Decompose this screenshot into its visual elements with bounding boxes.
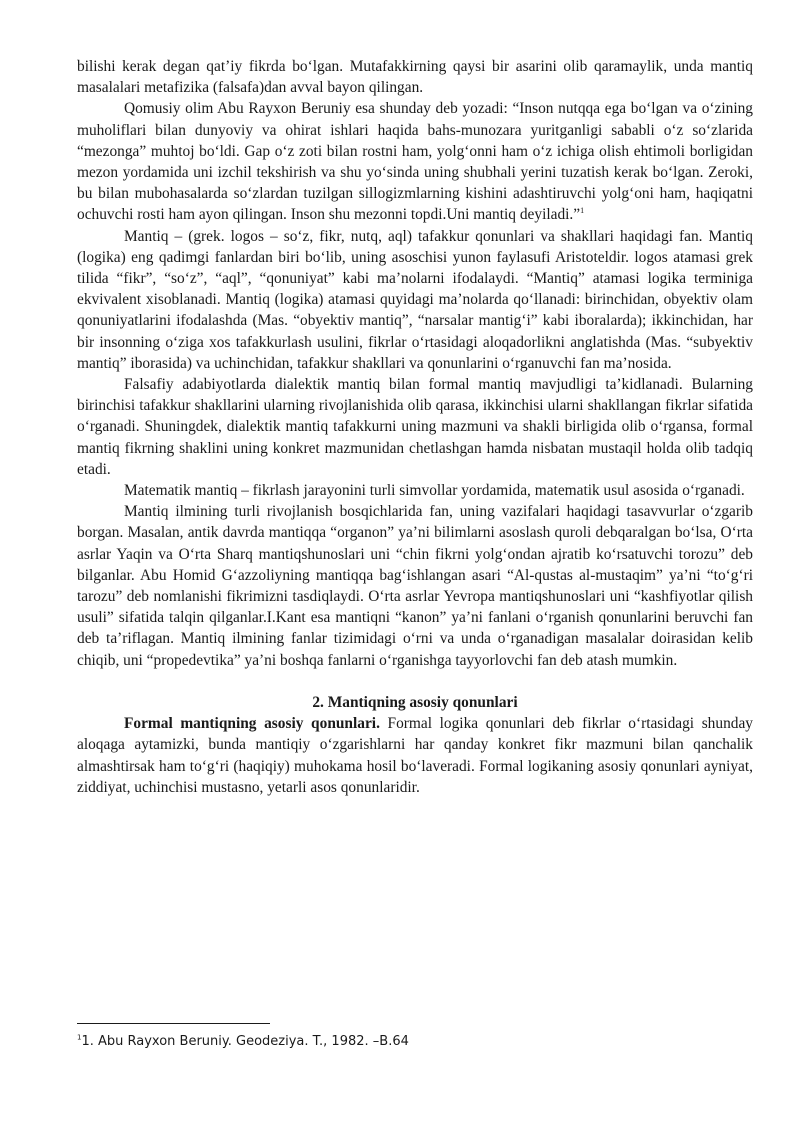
section-heading: 2. Mantiqning asosiy qonunlari: [312, 693, 518, 711]
paragraph: [77, 98, 753, 225]
paragraph: Mantiq ilmining turli rivojlanish bosqichlarida fan, uning vazifalari haqidagi tasavvurlar o‘zgarib borgan. Masalan, antik davrda mantiqqa “organon” ya’ni bilimlarni asoslash quroli debqaralgan bo‘lsa, O‘rta asrlar Yaqin va O‘rta Sharq mantiqshunoslari uni “chin fikrni yolg‘ondan ajratib ko‘rsatuvchi torozu” deb bilganlar. Abu Homid G‘azzoliyning mantiqqa bag‘ishlangan asari “Al-qustas al-mustaqim” ya’ni “to‘g‘ri tarozu” deb nomlanishi fikrimizni tasdiqlaydi. O‘rta asrlar Yevropa mantiqshunoslari uni “kashfiyotlar qilish usuli” sifatida talqin qilganlar.I.Kant esa mantiqni “kanon” ya’ni fanlani o‘rganish qonunlarini beruvchi fan deb ta’riflagan. Mantiq ilmining fanlar tizimidagi o‘rni va unda o‘rganadigan masalalar doirasidan kelib chiqib, uni “propedevtika” ya’ni boshqa fanlarni o‘rganishga tayyorlovchi fan deb atash mumkin.: [77, 503, 753, 669]
paragraph-text: Formal logika qonunlari deb fikrlar o‘rtasidagi shunday aloqaga aytamizki, bunda mantiqiy o‘zgarishlarni har qanday konkret fikr mazmuni bilan qanchalik almashtirsak ham to‘g‘ri (haqiqiy) muhokama hosil bo‘laveradi. Formal logikaning asosiy qonunlari ayniyat, ziddiyat, uchinchisi mustasno, yetarli asos qonunlaridir.: [77, 715, 753, 796]
footnote-reference[interactable]: 1: [580, 206, 585, 216]
paragraph: bilishi kerak degan qat’iy fikrda bo‘lgan. Mutafakkirning qaysi bir asarini olib qaramaylik, unda mantiq masalalari metafizika (falsafa)dan avval bayon qilingan.: [77, 58, 753, 97]
document-body: [77, 56, 753, 798]
paragraph: Mantiq – (grek. logos – so‘z, fikr, nutq, aql) tafakkur qonunlari va shakllari haqidagi fan. Mantiq (logika) eng qadimgi fanlardan biri bo‘lib, uning asoschisi yunon faylasufi Aristoteldir. logos atamasi grek tilida “fikr”, “so‘z”, “aql”, “qonuniyat” kabi ma’nolarni ifodalaydi. “Mantiq” atamasi logika terminiga ekvivalent xisoblanadi. Mantiq (logika) atamasi quyidagi ma’nolarda qo‘llanadi: birinchidan, obyektiv olam qonuniyatlarini ifodalashda (Mas. “obyektiv mantiq”, “narsalar mantig‘i” kabi iboralarda); ikkinchidan, har bir insonning o‘ziga xos tafakkurlash usulini, fikrlar o‘rtasidagi aloqadorlikni anglatishda (Mas. “subyektiv mantiq” iborasida) va uchinchidan, tafakkur shakllari va qonunlarini o‘rganuvchi fan ma’nosida.: [77, 227, 753, 372]
paragraph: [77, 713, 753, 798]
paragraph: Matematik mantiq – fikrlash jarayonini turli simvollar yordamida, matematik usul asosida o‘rganadi.: [124, 482, 745, 500]
footnote-text: 1. Abu Rayxon Beruniy. Geodeziya. T., 1982. –B.64: [81, 1034, 409, 1049]
footnote-divider: [77, 1023, 270, 1024]
footnote-marker: 1: [77, 1033, 82, 1042]
footnote: [77, 1033, 753, 1051]
paragraph-lead: Formal mantiqning asosiy qonunlari.: [124, 715, 380, 733]
paragraph-text: Qomusiy olim Abu Rayxon Beruniy esa shunday deb yozadi: “Inson nutqqa ega bo‘lgan va o‘zining muholiflari bilan dunyoviy va ohirat ishlari haqida bahs-munozara yuritganligi sababli o‘z so‘zlarida “mezonga” muhtoj bo‘ldi. Gap o‘z zoti bilan rostni ham, yolg‘onni ham o‘z ichiga olish ehtimoli borligidan mezon yordamida uni izchil tekshirish va shu yo‘sinda uning shubhali yerini tuzatish kerak bo‘lgan. Zeroki, bu bilan mubohasalarda so‘zlardan tuzilgan sillogizmlarning kishini adashtiruvchi yolg‘oni ham, haqiqatni ochuvchi rosti ham ayon qilingan. Inson shu mezonni topdi.Uni mantiq deyiladi.”: [77, 100, 753, 224]
paragraph: Falsafiy adabiyotlarda dialektik mantiq bilan formal mantiq mavjudligi ta’kidlanadi. Bularning birinchisi tafakkur shakllarini ularning rivojlanishida olib qarasa, ikkinchisi ularni shakllangan fikrlar sifatida o‘rganadi. Shuningdek, dialektik mantiq tafakkurni uning mazmuni va shakli birligida olib o‘rgansa, formal mantiq fikrning shaklini uning konkret mazmunidan chetlashgan hamda nisbatan mustaqil holda olib tadqiq etadi.: [77, 376, 753, 478]
